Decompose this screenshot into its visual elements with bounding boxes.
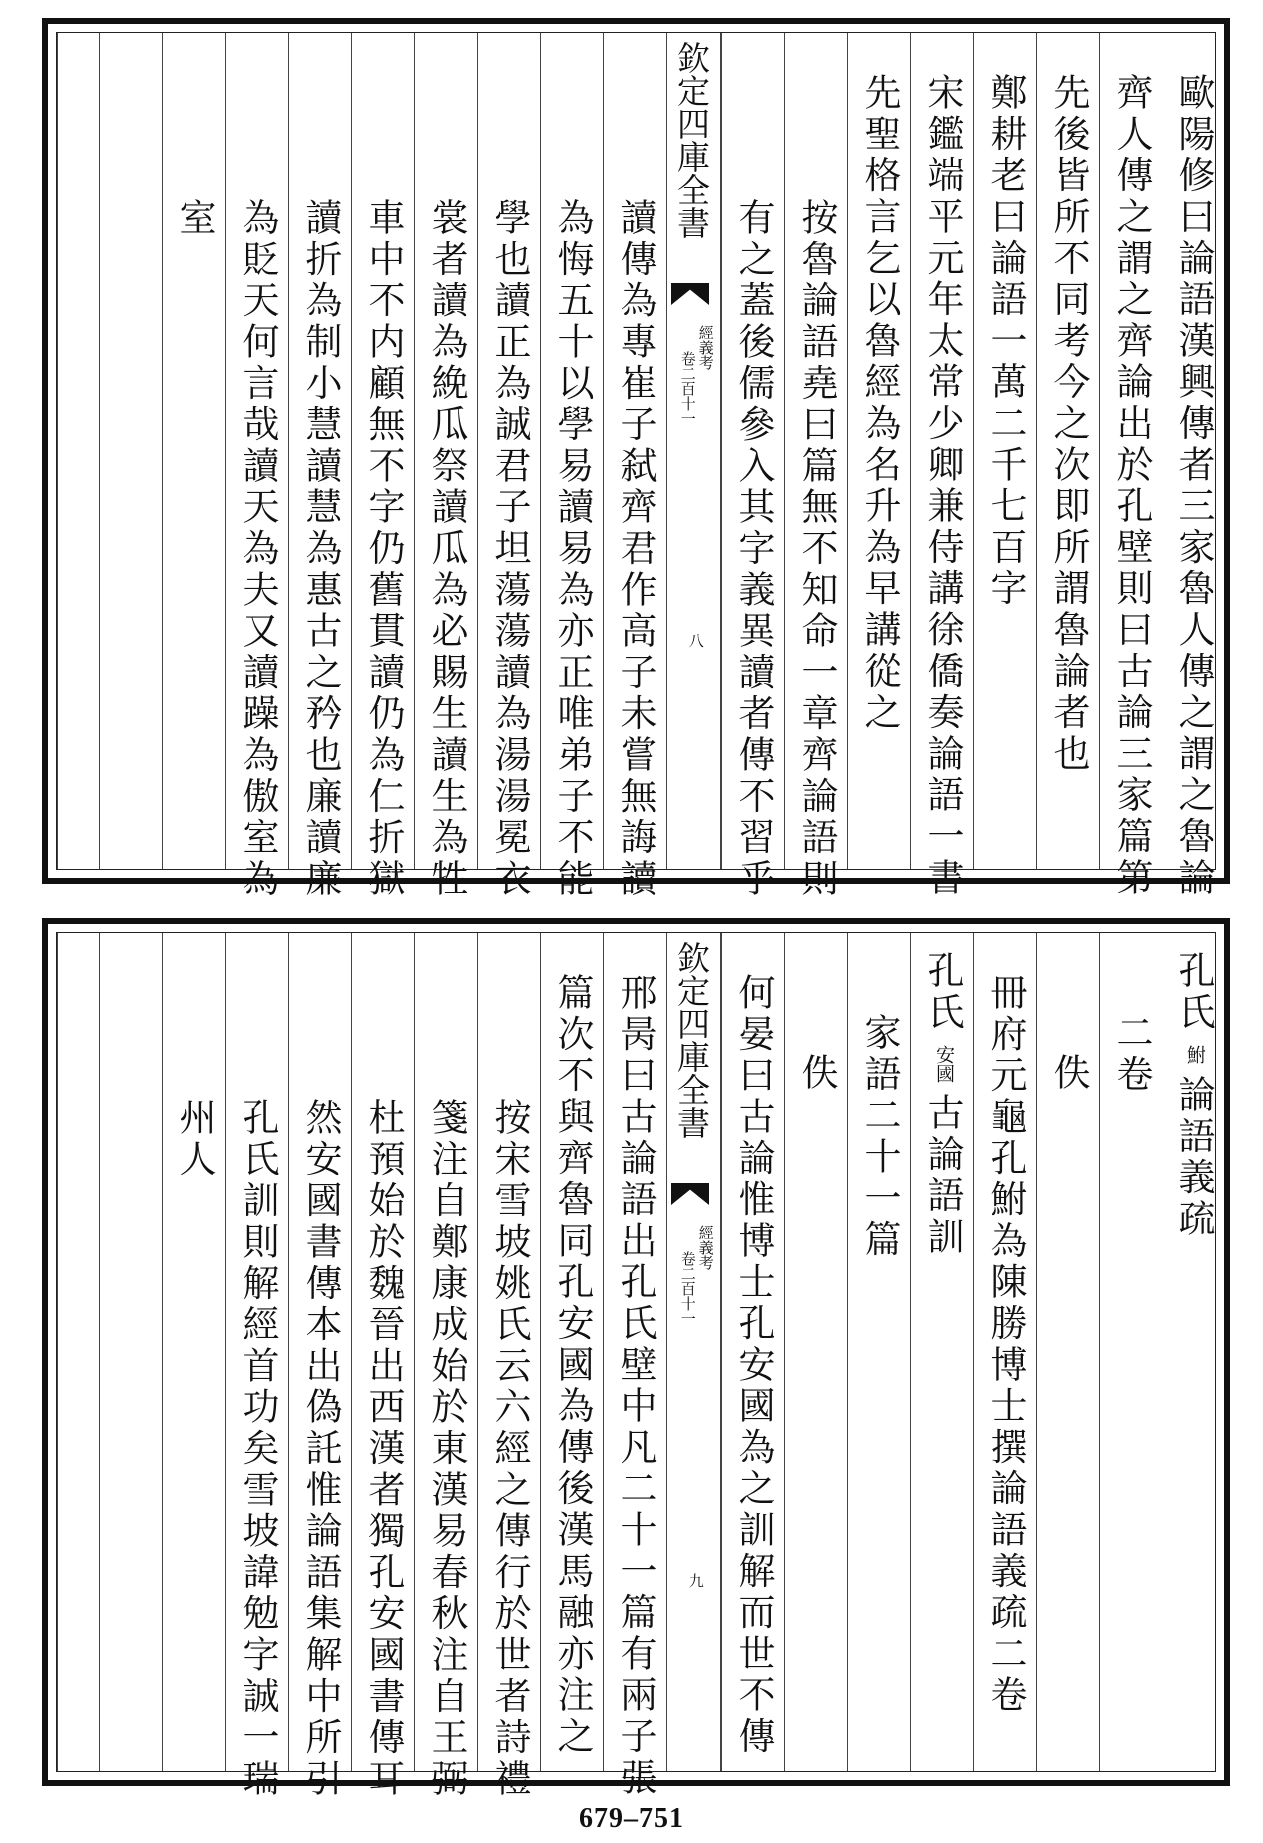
folio-number: 九 — [686, 1573, 705, 1588]
page-number: 679–751 — [579, 1803, 684, 1834]
text-column — [162, 33, 225, 869]
text-column — [973, 933, 1036, 1771]
text-column — [721, 933, 784, 1771]
text-line: 齊人傳之謂之齊論出於孔壁則曰古論三家篇第 — [1110, 73, 1153, 899]
text-line: 何晏曰古論惟博士孔安國為之訓解而世不傳 — [732, 973, 775, 1758]
text-column — [162, 933, 225, 1771]
text-line: 鄭耕老曰論語一萬二千七百字 — [984, 73, 1027, 610]
text-line: 然安國書傳本出偽託惟論語集解中所引 — [299, 1098, 342, 1801]
text-line: 古論語訓 — [921, 1093, 964, 1259]
fish-tail-mark — [671, 283, 709, 305]
text-line: 先後皆所不同考今之次即所謂魯論者也 — [1047, 73, 1090, 776]
text-line: 佚 — [795, 1053, 838, 1095]
annotation-note: 安國 — [932, 1045, 955, 1083]
book-name: 經義考 — [696, 1225, 715, 1270]
text-column — [477, 33, 540, 901]
text-column — [847, 933, 910, 1771]
text-line: 讀折為制小慧讀慧為惠古之矜也廉讀廉 — [299, 198, 342, 901]
text-column — [540, 933, 603, 1771]
text-column — [603, 33, 666, 901]
text-column — [477, 933, 540, 1801]
text-column — [288, 33, 351, 901]
text-line: 為貶天何言哉讀天為夫又讀躁為傲室為 — [236, 198, 279, 901]
text-column — [540, 33, 603, 901]
text-line: 歐陽修曰論語漢興傳者三家魯人傳之謂之魯論 — [1172, 73, 1215, 899]
text-column — [288, 933, 351, 1801]
text-column — [847, 33, 910, 869]
text-column — [784, 33, 847, 901]
text-line: 車中不内顧無不字仍舊貫讀仍為仁折獄 — [362, 198, 405, 901]
text-column — [973, 33, 1036, 869]
text-column — [1036, 933, 1099, 1771]
text-column — [99, 33, 162, 869]
text-column — [57, 33, 99, 869]
text-line: 按宋雪坡姚氏云六經之傳行於世者詩禮 — [488, 1098, 531, 1801]
volume-label: 卷二百十一 — [678, 351, 697, 426]
center-fold-column — [666, 933, 721, 1771]
text-line: 家語二十一篇 — [858, 1013, 901, 1261]
text-column — [910, 33, 973, 899]
text-column — [910, 933, 973, 1771]
folio-number: 八 — [686, 633, 705, 648]
book-title: 欽定四庫全書 — [672, 41, 711, 239]
text-line: 佚 — [1047, 1053, 1090, 1095]
text-line: 讀傳為專崔子弑齊君作高子未嘗無誨讀 — [614, 198, 657, 901]
text-line: 州人 — [173, 1098, 216, 1181]
text-line: 學也讀正為誠君子坦蕩蕩讀為湯湯冕衣 — [488, 198, 531, 901]
text-line: 為悔五十以學易讀易為亦正唯弟子不能 — [551, 198, 594, 901]
text-line: 裳者讀為絻瓜祭讀瓜為必賜生讀生為牲 — [425, 198, 468, 901]
text-column — [225, 933, 288, 1801]
text-column — [1099, 33, 1162, 899]
page-frame-bottom — [56, 932, 1216, 1801]
book-title: 欽定四庫全書 — [672, 941, 711, 1139]
volume-label: 卷二百十一 — [678, 1251, 697, 1326]
text-line: 箋注自鄭康成始於東漢易春秋注自王弼 — [425, 1098, 468, 1801]
text-column — [414, 933, 477, 1801]
text-column — [603, 933, 666, 1799]
page-frame-top — [56, 32, 1216, 901]
text-column — [721, 33, 784, 901]
text-column — [225, 33, 288, 901]
page-panel-bottom — [42, 918, 1230, 1801]
text-line: 有之蓋後儒參入其字義異讀者傳不習乎 — [732, 198, 775, 901]
center-fold-column — [666, 33, 721, 869]
annotation-note: 鮒 — [1183, 1045, 1206, 1064]
book-name: 經義考 — [696, 325, 715, 370]
text-line: 孔氏 — [1172, 951, 1215, 1034]
text-line: 孔氏訓則解經首功矣雪坡諱勉字誠一瑞 — [236, 1098, 279, 1801]
text-column — [1162, 33, 1225, 899]
text-line: 冊府元龜孔鮒為陳勝博士撰論語義疏二卷 — [984, 973, 1027, 1717]
text-column — [351, 933, 414, 1801]
text-line: 宋鑑端平元年太常少卿兼侍講徐僑奏論語一書 — [921, 73, 964, 899]
text-line: 先聖格言乞以魯經為名升為早講從之 — [858, 73, 901, 734]
text-column — [1162, 933, 1225, 1771]
text-line: 杜預始於魏晉出西漢者獨孔安國書傳耳 — [362, 1098, 405, 1801]
text-line: 按魯論語堯曰篇無不知命一章齊論語則 — [795, 198, 838, 901]
text-line: 邢昺曰古論語出孔氏壁中凡二十一篇有兩子張 — [614, 973, 657, 1799]
text-column — [99, 933, 162, 1771]
text-line: 孔氏 — [921, 951, 964, 1034]
text-column — [1099, 933, 1162, 1771]
fish-tail-mark — [671, 1183, 709, 1205]
text-line: 二卷 — [1110, 1013, 1153, 1096]
text-line: 論語義疏 — [1172, 1075, 1215, 1241]
text-line: 篇次不與齊魯同孔安國為傳後漢馬融亦注之 — [551, 973, 594, 1758]
text-column — [1036, 33, 1099, 869]
text-line: 室 — [173, 198, 216, 240]
text-column — [57, 933, 99, 1771]
text-column — [351, 33, 414, 901]
page-panel-top — [42, 18, 1230, 901]
text-column — [414, 33, 477, 901]
text-column — [784, 933, 847, 1771]
